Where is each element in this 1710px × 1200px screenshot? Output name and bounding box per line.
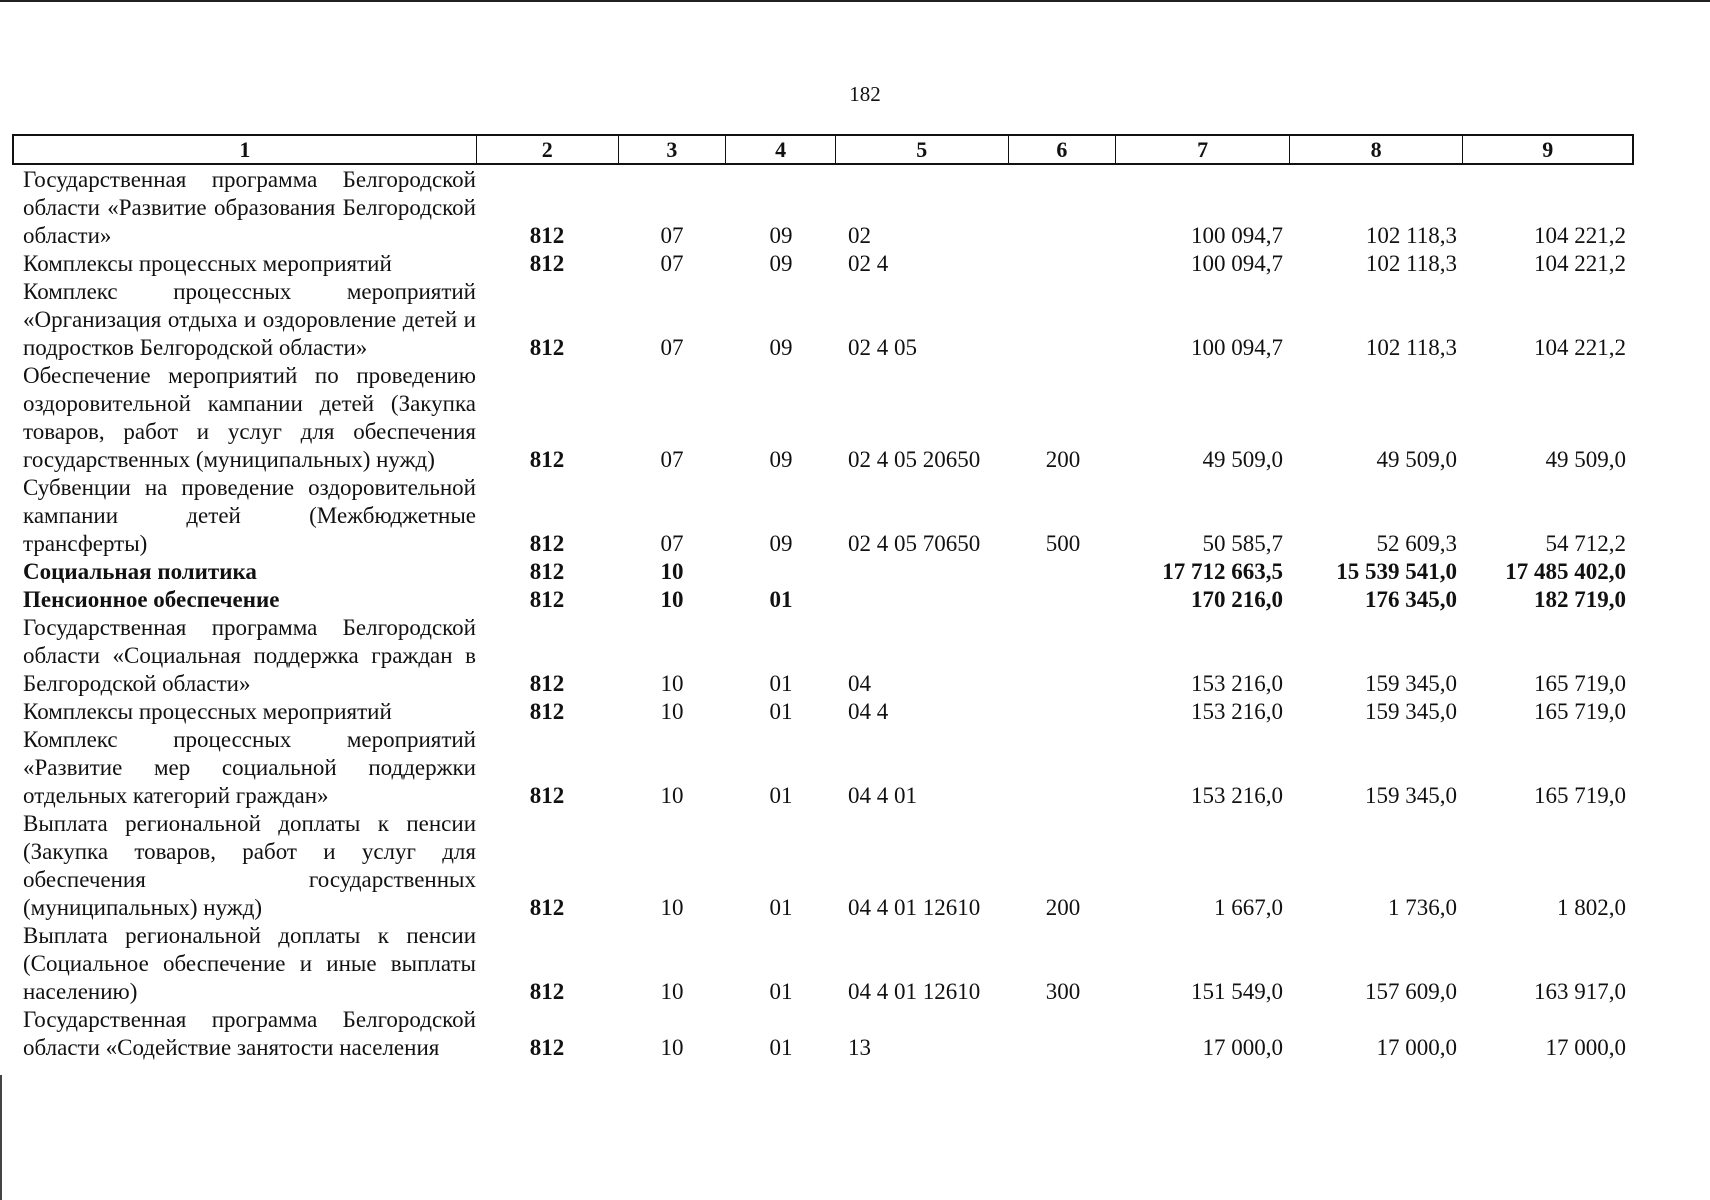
- row-name: Государственная программа Белгородской области «Социальная поддержка граждан в Белгородской области»: [23, 615, 476, 696]
- cell-c6: 200: [1045, 447, 1081, 472]
- table-row: [12, 726, 1634, 810]
- header-col-4: 4: [726, 136, 836, 163]
- cell-c4: 01: [769, 699, 793, 724]
- cell-c2: 812: [529, 979, 565, 1004]
- cell-c2: 812: [529, 699, 565, 724]
- cell-c3: 07: [660, 251, 684, 276]
- cell-c9: 165 719,0: [1534, 699, 1626, 724]
- cell-c7: 1 667,0: [1214, 895, 1283, 920]
- cell-c3: 10: [660, 699, 684, 724]
- cell-c8: 102 118,3: [1365, 251, 1457, 276]
- cell-c7: 17 712 663,5: [1162, 559, 1283, 584]
- cell-c9: 104 221,2: [1534, 335, 1626, 360]
- row-name: Государственная программа Белгородской области «Развитие образования Белгородской области»: [23, 167, 476, 248]
- scan-edge-left: [0, 1075, 2, 1200]
- table-row: [12, 614, 1634, 698]
- cell-c5: 04 4: [848, 699, 889, 724]
- header-col-7: 7: [1116, 136, 1290, 163]
- cell-c6: 500: [1045, 531, 1081, 556]
- cell-c7: 151 549,0: [1191, 979, 1283, 1004]
- cell-c8: 159 345,0: [1365, 671, 1457, 696]
- table-row: [12, 278, 1634, 362]
- cell-c7: 50 585,7: [1202, 531, 1283, 556]
- cell-c5: 13: [848, 1035, 871, 1060]
- table-row: [12, 166, 1634, 250]
- cell-c3: 10: [660, 979, 684, 1004]
- row-name: Субвенции на проведение оздоровительной кампании детей (Межбюджетные трансферты): [23, 475, 476, 556]
- cell-c2: 812: [529, 1035, 565, 1060]
- cell-c4: 09: [769, 447, 793, 472]
- row-name: Выплата региональной доплаты к пенсии (Закупка товаров, работ и услуг для обеспечения государственных (муниципальных) нужд): [23, 811, 476, 920]
- row-name: Комплекс процессных мероприятий «Развитие мер социальной поддержки отдельных категорий граждан»: [23, 727, 476, 808]
- cell-c5: 04 4 01: [848, 783, 917, 808]
- cell-c2: 812: [529, 251, 565, 276]
- page-number: 182: [849, 82, 881, 106]
- header-col-3: 3: [619, 136, 727, 163]
- cell-c9: 163 917,0: [1534, 979, 1626, 1004]
- cell-c6: 200: [1045, 895, 1081, 920]
- cell-c8: 15 539 541,0: [1336, 559, 1457, 584]
- cell-c3: 10: [660, 559, 684, 584]
- header-col-6: 6: [1009, 136, 1117, 163]
- cell-c3: 10: [660, 783, 684, 808]
- cell-c8: 102 118,3: [1365, 335, 1457, 360]
- cell-c2: 812: [529, 223, 565, 248]
- cell-c2: 812: [529, 335, 565, 360]
- cell-c7: 153 216,0: [1191, 671, 1283, 696]
- cell-c2: 812: [529, 531, 565, 556]
- cell-c5: 04 4 01 12610: [848, 979, 981, 1004]
- cell-c3: 07: [660, 335, 684, 360]
- cell-c8: 102 118,3: [1365, 223, 1457, 248]
- cell-c4: 01: [769, 895, 793, 920]
- cell-c7: 153 216,0: [1191, 699, 1283, 724]
- header-col-8: 8: [1290, 136, 1464, 163]
- row-name: Комплексы процессных мероприятий: [23, 251, 392, 276]
- row-name: Пенсионное обеспечение: [23, 587, 280, 612]
- table-row: [12, 1006, 1634, 1062]
- cell-c8: 17 000,0: [1376, 1035, 1457, 1060]
- cell-c4: 09: [769, 531, 793, 556]
- table-row: [12, 362, 1634, 474]
- cell-c4: 01: [769, 587, 793, 612]
- cell-c8: 159 345,0: [1365, 699, 1457, 724]
- table-row: [12, 250, 1634, 278]
- header-col-1: 1: [14, 136, 477, 163]
- cell-c5: 02 4: [848, 251, 889, 276]
- cell-c9: 165 719,0: [1534, 783, 1626, 808]
- cell-c5: 02 4 05 20650: [848, 447, 981, 472]
- header-col-2: 2: [477, 136, 619, 163]
- cell-c7: 100 094,7: [1191, 251, 1283, 276]
- scan-edge-top: [0, 0, 1710, 2]
- cell-c3: 10: [660, 1035, 684, 1060]
- table-row: [12, 698, 1634, 726]
- cell-c9: 165 719,0: [1534, 671, 1626, 696]
- cell-c2: 812: [529, 783, 565, 808]
- cell-c4: 01: [769, 783, 793, 808]
- table-row: [12, 586, 1634, 614]
- cell-c3: 10: [660, 895, 684, 920]
- row-name: Комплекс процессных мероприятий «Организация отдыха и оздоровление детей и подростков Белгородской области»: [23, 279, 476, 360]
- header-col-9: 9: [1542, 137, 1554, 162]
- cell-c9: 182 719,0: [1534, 587, 1626, 612]
- cell-c2: 812: [529, 447, 565, 472]
- cell-c7: 100 094,7: [1191, 335, 1283, 360]
- cell-c8: 49 509,0: [1376, 447, 1457, 472]
- cell-c3: 07: [660, 223, 684, 248]
- cell-c7: 100 094,7: [1191, 223, 1283, 248]
- cell-c9: 1 802,0: [1557, 895, 1626, 920]
- cell-c8: 1 736,0: [1388, 895, 1457, 920]
- cell-c4: 09: [769, 223, 793, 248]
- cell-c4: 01: [769, 671, 793, 696]
- cell-c7: 49 509,0: [1202, 447, 1283, 472]
- cell-c8: 157 609,0: [1365, 979, 1457, 1004]
- table-row: [12, 474, 1634, 558]
- cell-c5: 02 4 05 70650: [848, 531, 981, 556]
- row-name: Комплексы процессных мероприятий: [23, 699, 392, 724]
- cell-c4: 01: [769, 979, 793, 1004]
- cell-c7: 170 216,0: [1191, 587, 1283, 612]
- cell-c4: 01: [769, 1035, 793, 1060]
- table-body: [12, 166, 1634, 1062]
- cell-c9: 104 221,2: [1534, 223, 1626, 248]
- cell-c3: 10: [660, 671, 684, 696]
- cell-c3: 07: [660, 531, 684, 556]
- cell-c9: 49 509,0: [1545, 447, 1626, 472]
- cell-c9: 17 000,0: [1545, 1035, 1626, 1060]
- cell-c9: 54 712,2: [1545, 531, 1626, 556]
- table-header: [12, 134, 1634, 165]
- cell-c4: 09: [769, 335, 793, 360]
- cell-c8: 52 609,3: [1376, 531, 1457, 556]
- cell-c5: 02: [848, 223, 871, 248]
- cell-c7: 17 000,0: [1202, 1035, 1283, 1060]
- table-row: [12, 810, 1634, 922]
- table-row: [12, 922, 1634, 1006]
- row-name: Государственная программа Белгородской области «Содействие занятости населения: [23, 1007, 476, 1060]
- header-col-5: 5: [836, 136, 1009, 163]
- table-row: [12, 558, 1634, 586]
- cell-c3: 10: [660, 587, 684, 612]
- cell-c7: 153 216,0: [1191, 783, 1283, 808]
- row-name: Выплата региональной доплаты к пенсии (Социальное обеспечение и иные выплаты населению): [23, 923, 476, 1004]
- cell-c5: 02 4 05: [848, 335, 917, 360]
- cell-c2: 812: [529, 671, 565, 696]
- cell-c8: 159 345,0: [1365, 783, 1457, 808]
- cell-c9: 17 485 402,0: [1505, 559, 1626, 584]
- cell-c2: 812: [529, 559, 565, 584]
- cell-c9: 104 221,2: [1534, 251, 1626, 276]
- cell-c5: 04 4 01 12610: [848, 895, 981, 920]
- cell-c8: 176 345,0: [1365, 587, 1457, 612]
- cell-c4: 09: [769, 251, 793, 276]
- row-name: Социальная политика: [23, 559, 257, 584]
- cell-c2: 812: [529, 895, 565, 920]
- cell-c3: 07: [660, 447, 684, 472]
- cell-c6: 300: [1045, 979, 1081, 1004]
- cell-c2: 812: [529, 587, 565, 612]
- cell-c5: 04: [848, 671, 871, 696]
- row-name: Обеспечение мероприятий по проведению оздоровительной кампании детей (Закупка товаров, работ и услуг для обеспечения государственных (муниципальных) нужд): [23, 363, 476, 472]
